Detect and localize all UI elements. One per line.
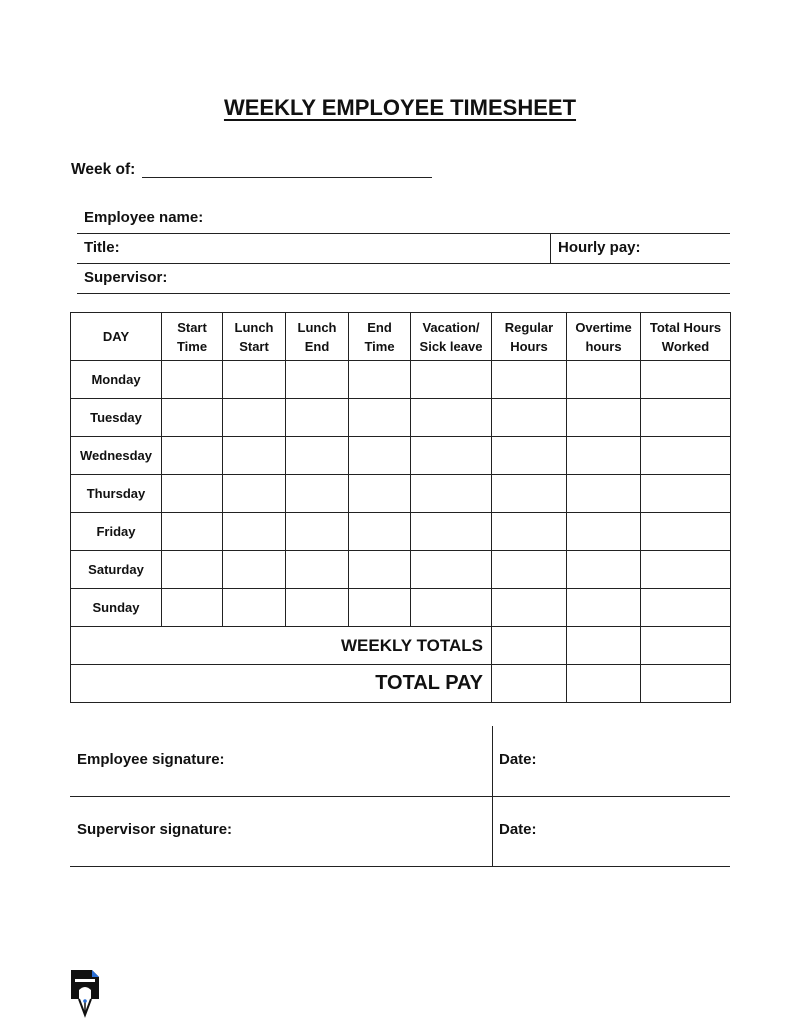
day-label: Friday [71, 513, 162, 551]
time-entry-cell[interactable] [641, 361, 731, 399]
column-header-line: Worked [661, 338, 710, 354]
column-header-8 [641, 313, 731, 361]
time-entry-cell[interactable] [567, 589, 641, 627]
total-pay-label: TOTAL PAY [71, 665, 492, 703]
title-pay-divider [550, 234, 551, 263]
column-header-2 [223, 313, 286, 361]
weekly-totals-label: WEEKLY TOTALS [71, 627, 492, 665]
weekly-overtime-total-cell[interactable] [567, 627, 641, 665]
time-entry-cell[interactable] [349, 399, 411, 437]
pay-regular-cell[interactable] [492, 665, 567, 703]
time-entry-cell[interactable] [492, 399, 567, 437]
signature-section [70, 726, 730, 867]
pen-nib-document-logo-icon [70, 968, 100, 1018]
table-row [71, 399, 731, 437]
title-row[interactable] [77, 234, 730, 264]
time-entry-cell[interactable] [223, 475, 286, 513]
column-header-3 [286, 313, 349, 361]
column-header-line: Lunch [234, 319, 274, 335]
table-row [71, 475, 731, 513]
column-header-line: Time [176, 338, 208, 354]
time-entry-cell[interactable] [411, 475, 492, 513]
time-entry-cell[interactable] [492, 589, 567, 627]
supervisor-row[interactable] [77, 264, 730, 294]
timesheet-table [70, 312, 731, 703]
signature-divider-1 [70, 796, 730, 797]
time-entry-cell[interactable] [223, 551, 286, 589]
signature-divider-2 [70, 866, 730, 867]
column-header-7 [567, 313, 641, 361]
column-header-line: Start [177, 319, 207, 335]
signature-vertical-divider [492, 726, 493, 867]
time-entry-cell[interactable] [411, 399, 492, 437]
column-header-line: DAY [102, 329, 130, 344]
employee-info-section [77, 204, 730, 294]
column-header-line: End [304, 338, 330, 354]
time-entry-cell[interactable] [223, 589, 286, 627]
column-header-line: Hours [510, 338, 548, 354]
supervisor-signature-label: Supervisor signature: [77, 821, 233, 838]
time-entry-cell[interactable] [286, 437, 349, 475]
time-entry-cell[interactable] [162, 475, 223, 513]
time-entry-cell[interactable] [162, 551, 223, 589]
time-entry-cell[interactable] [492, 513, 567, 551]
column-header-0 [71, 313, 162, 361]
time-entry-cell[interactable] [492, 475, 567, 513]
time-entry-cell[interactable] [162, 437, 223, 475]
time-entry-cell[interactable] [286, 475, 349, 513]
time-entry-cell[interactable] [411, 551, 492, 589]
column-header-6 [492, 313, 567, 361]
total-pay-row [71, 665, 731, 703]
time-entry-cell[interactable] [641, 437, 731, 475]
page-title: WEEKLY EMPLOYEE TIMESHEET [223, 95, 577, 120]
time-entry-cell[interactable] [162, 513, 223, 551]
weekly-totals-row [71, 627, 731, 665]
time-entry-cell[interactable] [567, 475, 641, 513]
time-entry-cell[interactable] [641, 589, 731, 627]
time-entry-cell[interactable] [223, 361, 286, 399]
title-label: Title: [84, 239, 120, 256]
time-entry-cell[interactable] [162, 361, 223, 399]
time-entry-cell[interactable] [223, 399, 286, 437]
table-row [71, 551, 731, 589]
day-label: Monday [71, 361, 162, 399]
time-entry-cell[interactable] [641, 475, 731, 513]
weekly-regular-total-cell[interactable] [492, 627, 567, 665]
column-header-line: hours [585, 338, 622, 354]
time-entry-cell[interactable] [411, 589, 492, 627]
supervisor-label: Supervisor: [84, 269, 168, 286]
column-header-5 [411, 313, 492, 361]
column-header-line: Total Hours [649, 319, 722, 335]
time-entry-cell[interactable] [349, 551, 411, 589]
table-row [71, 361, 731, 399]
time-entry-cell[interactable] [567, 399, 641, 437]
day-label: Wednesday [71, 437, 162, 475]
column-header-line: End [367, 319, 392, 335]
time-entry-cell[interactable] [349, 361, 411, 399]
time-entry-cell[interactable] [641, 399, 731, 437]
column-header-line: Vacation/ [422, 319, 480, 335]
hourly-pay-label: Hourly pay: [558, 239, 641, 256]
column-header-4 [349, 313, 411, 361]
time-entry-cell[interactable] [567, 513, 641, 551]
time-entry-cell[interactable] [286, 551, 349, 589]
week-of-label: Week of: [71, 161, 136, 178]
time-entry-cell[interactable] [349, 513, 411, 551]
day-label: Tuesday [71, 399, 162, 437]
table-row [71, 589, 731, 627]
table-row [71, 513, 731, 551]
column-header-line: Start [239, 338, 269, 354]
employee-date-label: Date: [499, 751, 537, 768]
week-of-field[interactable] [142, 177, 432, 178]
time-entry-cell[interactable] [286, 513, 349, 551]
column-header-line: Overtime [575, 319, 632, 335]
time-entry-cell[interactable] [349, 589, 411, 627]
pay-overtime-cell[interactable] [567, 665, 641, 703]
time-entry-cell[interactable] [567, 361, 641, 399]
time-entry-cell[interactable] [567, 551, 641, 589]
table-row [71, 437, 731, 475]
time-entry-cell[interactable] [162, 589, 223, 627]
pay-total-cell[interactable] [641, 665, 731, 703]
day-label: Thursday [71, 475, 162, 513]
employee-name-label: Employee name: [84, 209, 204, 226]
column-header-line: Regular [504, 319, 554, 335]
time-entry-cell[interactable] [286, 589, 349, 627]
time-entry-cell[interactable] [641, 551, 731, 589]
weekly-total-hours-cell[interactable] [641, 627, 731, 665]
employee-name-row[interactable] [77, 204, 730, 234]
day-label: Sunday [71, 589, 162, 627]
time-entry-cell[interactable] [286, 361, 349, 399]
column-header-line: Sick leave [419, 338, 483, 354]
time-entry-cell[interactable] [349, 437, 411, 475]
time-entry-cell[interactable] [492, 551, 567, 589]
time-entry-cell[interactable] [567, 437, 641, 475]
column-header-line: Lunch [297, 319, 337, 335]
time-entry-cell[interactable] [162, 399, 223, 437]
column-header-line: Time [364, 338, 395, 354]
time-entry-cell[interactable] [349, 475, 411, 513]
time-entry-cell[interactable] [492, 437, 567, 475]
time-entry-cell[interactable] [641, 513, 731, 551]
column-header-1 [162, 313, 223, 361]
time-entry-cell[interactable] [492, 361, 567, 399]
time-entry-cell[interactable] [411, 437, 492, 475]
time-entry-cell[interactable] [223, 437, 286, 475]
supervisor-date-label: Date: [499, 821, 537, 838]
employee-signature-label: Employee signature: [77, 751, 225, 768]
day-label: Saturday [71, 551, 162, 589]
time-entry-cell[interactable] [286, 399, 349, 437]
table-header-row [71, 313, 731, 361]
time-entry-cell[interactable] [411, 513, 492, 551]
time-entry-cell[interactable] [223, 513, 286, 551]
time-entry-cell[interactable] [411, 361, 492, 399]
